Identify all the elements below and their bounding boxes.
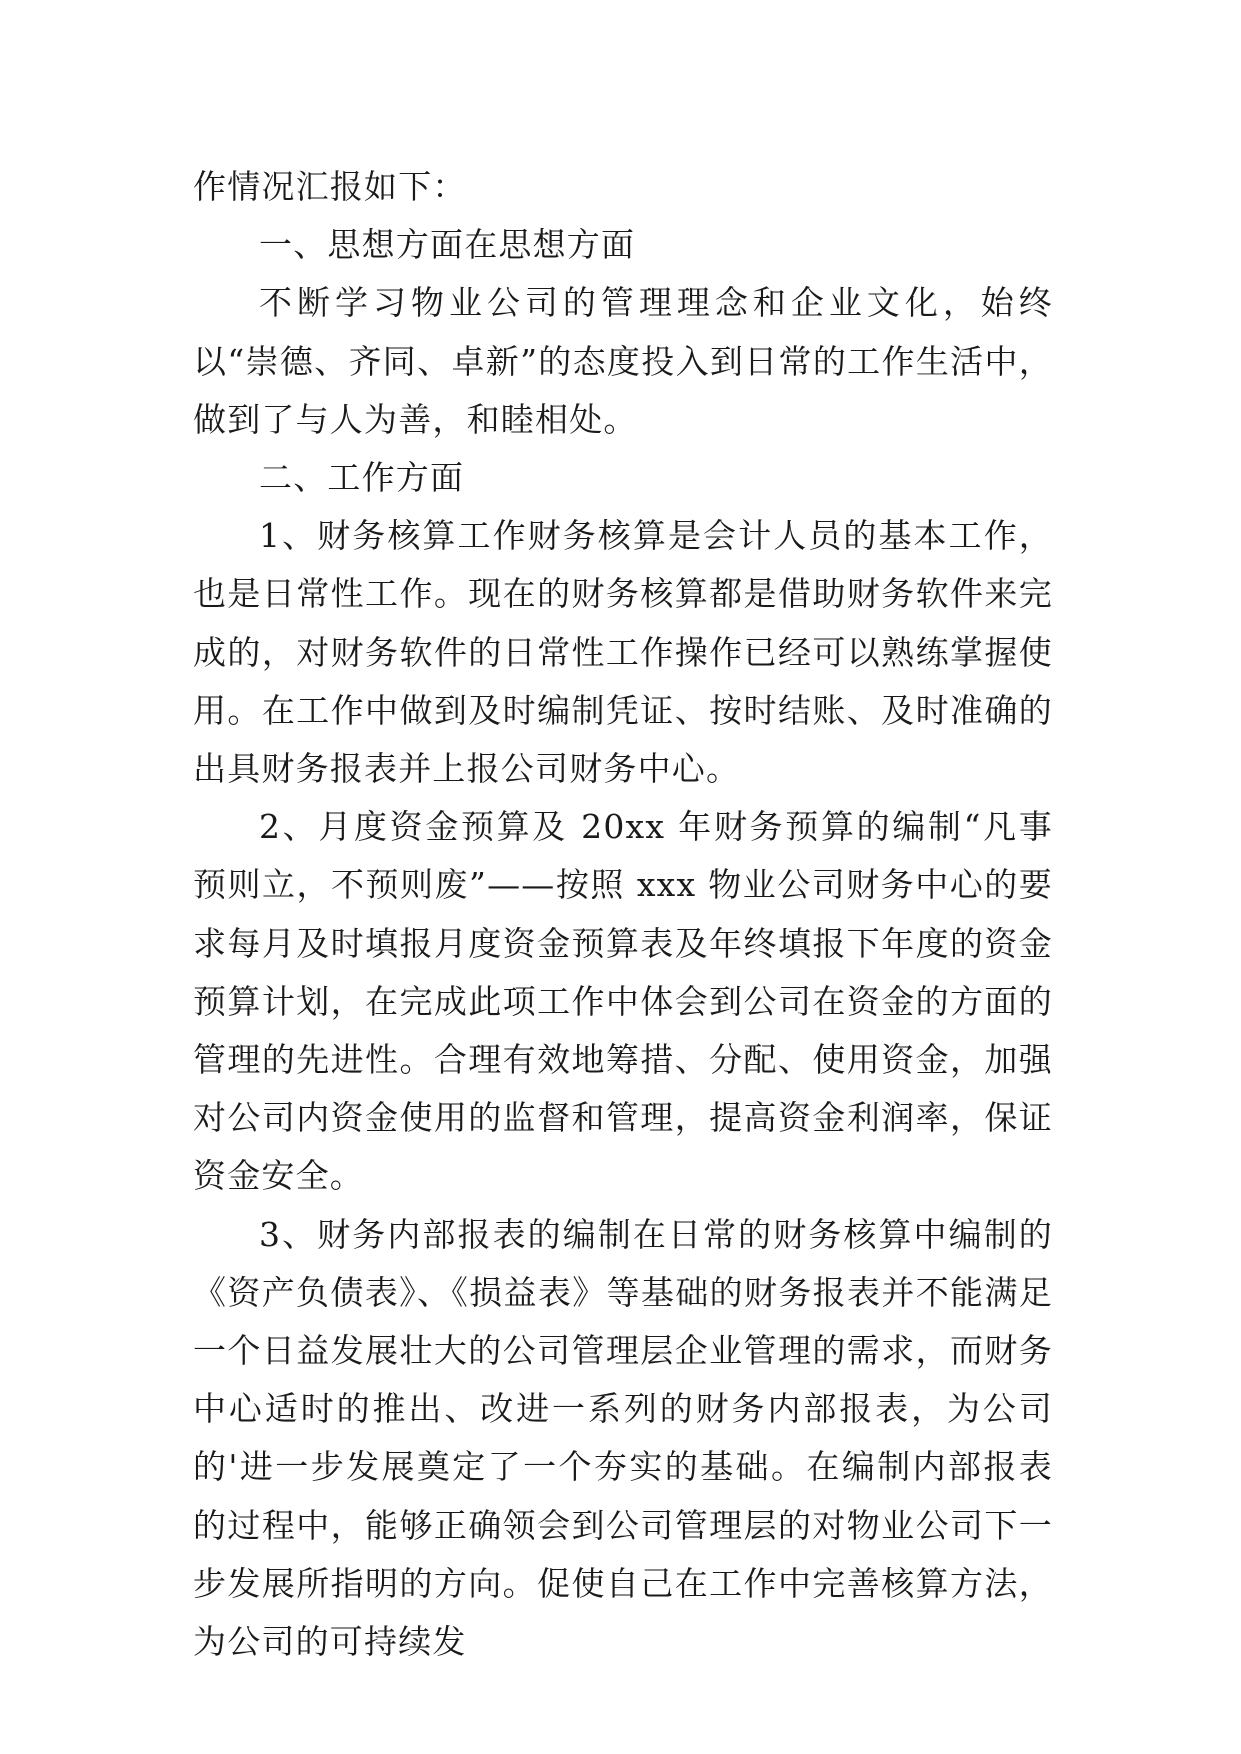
paragraph-item-2: 2、月度资金预算及 20xx 年财务预算的编制“凡事预则立，不预则废”——按照 xxx 物业公司财务中心的要求每月及时填报月度资金预算表及年终填报下年度的资金预算计划，在完成此项工作中体会到公司在资金的方面的管理的先进性。合理有效地筹措、分配、使用资金，加强对公司内资金使用的监督和管理，提高资金利润率，保证资金安全。 (193, 807, 1053, 1196)
heading-section-1: 一、思想方面在思想方面 (259, 225, 636, 265)
document-page (193, 158, 1053, 1671)
paragraph-item-1: 1、财务核算工作财务核算是会计人员的基本工作，也是日常性工作。现在的财务核算都是借助财务软件来完成的，对财务软件的日常性工作操作已经可以熟练掌握使用。在工作中做到及时编制凭证、按时结账、及时准确的出具财务报表并上报公司财务中心。 (193, 516, 1053, 789)
paragraph-thinking: 不断学习物业公司的管理理念和企业文化，始终以“崇德、齐同、卓新”的态度投入到日常的工作生活中，做到了与人为善，和睦相处。 (193, 283, 1053, 439)
paragraph-item-3: 3、财务内部报表的编制在日常的财务核算中编制的《资产负债表》、《损益表》等基础的财务报表并不能满足一个日益发展壮大的公司管理层企业管理的需求，而财务中心适时的推出、改进一系列的财务内部报表，为公司的'进一步发展奠定了一个夯实的基础。在编制内部报表的过程中，能够正确领会到公司管理层的对物业公司下一步发展所指明的方向。促使自己在工作中完善核算方法，为公司的可持续发 (193, 1214, 1053, 1662)
heading-section-2: 二、工作方面 (259, 458, 465, 498)
paragraph-opening: 作情况汇报如下： (193, 167, 467, 206)
